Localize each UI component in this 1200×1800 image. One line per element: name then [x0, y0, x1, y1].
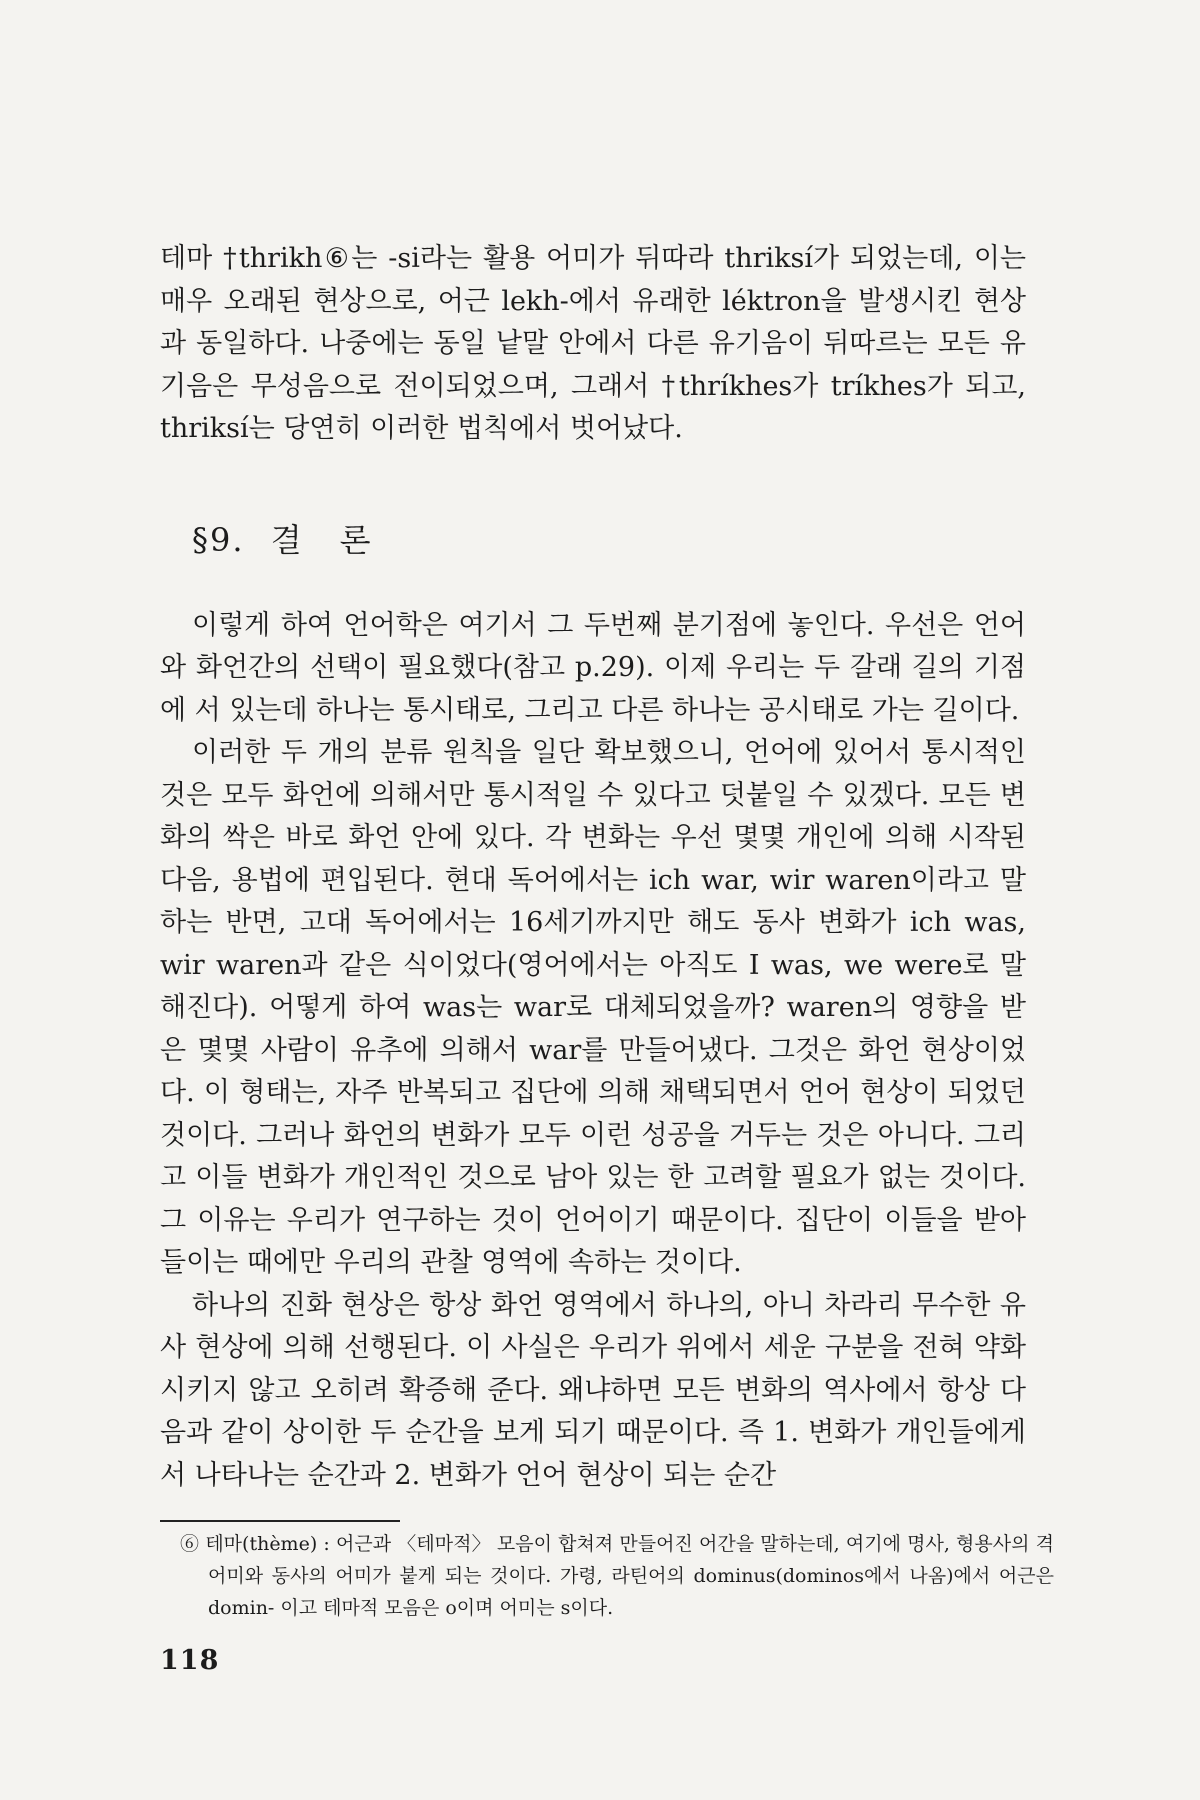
section-heading [192, 515, 1026, 561]
page-number: 118 [160, 1645, 220, 1676]
footnote-divider [160, 1520, 400, 1522]
paragraph-3: 하나의 진화 현상은 항상 화언 영역에서 하나의, 아니 차라리 무수한 유사 현상에 의해 선행된다. 이 사실은 우리가 위에서 세운 구분을 전혀 약화시키지 않고 오히려 확증해 준다. 왜냐하면 모든 변화의 역사에서 항상 다음과 같이 상이한 두 순간을 보게 되기 때문이다. 즉 1. 변화가 개인들에게서 나타나는 순간과 2. 변화가 언어 현상이 되는 순간 [160, 1289, 1026, 1491]
paragraph-continued: 테마 †thrikh⑥는 -si라는 활용 어미가 뒤따라 thriksí가 되었는데, 이는 매우 오래된 현상으로, 어근 lekh-에서 유래한 léktron을 발생시킨 현상과 동일하다. 나중에는 동일 낱말 안에서 다른 유기음이 뒤따르는 모든 유기음은 무성음으로 전이되었으며, 그래서 †thríkhes가 tríkhes가 되고, thriksí는 당연히 이러한 법칙에서 벗어났다. [160, 243, 1026, 444]
section-number: §9. [192, 520, 245, 559]
section-title-part-1: 결 [270, 520, 304, 559]
paragraph-2: 이러한 두 개의 분류 원칙을 일단 확보했으니, 언어에 있어서 통시적인 것은 모두 화언에 의해서만 통시적일 수 있다고 덧붙일 수 있겠다. 모든 변화의 싹은 바로 화언 안에 있다. 각 변화는 우선 몇몇 개인에 의해 시작된 다음, 용법에 편입된다. 현대 독어에서는 ich war, wir waren이라고 말하는 반면, 고대 독어에서는 16세기까지만 해도 동사 변화가 ich was, wir waren과 같은 식이었다(영어에서는 아직도 I was, we were로 말해진다). 어떻게 하여 was는 war로 대체되었을까? waren의 영향을 받은 몇몇 사람이 유추에 의해서 war를 만들어냈다. 그것은 화언 현상이었다. 이 형태는, 자주 반복되고 집단에 의해 채택되면서 언어 현상이 되었던 것이다. 그러나 화언의 변화가 모두 이런 성공을 거두는 것은 아니다. 그리고 이들 변화가 개인적인 것으로 남아 있는 한 고려할 필요가 없는 것이다. 그 이유는 우리가 연구하는 것이 언어이기 때문이다. 집단이 이들을 받아들이는 때에만 우리의 관찰 영역에 속하는 것이다. [160, 737, 1026, 1278]
section-title-part-2: 론 [339, 520, 373, 559]
paragraph-1: 이렇게 하여 언어학은 여기서 그 두번째 분기점에 놓인다. 우선은 언어와 화언간의 선택이 필요했다(참고 p.29). 이제 우리는 두 갈래 길의 기점에 서 있는데 하나는 통시태로, 그리고 다른 하나는 공시태로 가는 길이다. [160, 609, 1026, 726]
footnote: ⑥ 테마(thème) : 어근과 〈테마적〉 모음이 합쳐져 만들어진 어간을 말하는데, 여기에 명사, 형용사의 격어미와 동사의 어미가 붙게 되는 것이다. 가령, 라틴어의 dominus(dominos에서 나옴)에서 어근은 domin- 이고 테마적 모음은 o이며 어미는 s이다. [180, 1533, 1054, 1619]
